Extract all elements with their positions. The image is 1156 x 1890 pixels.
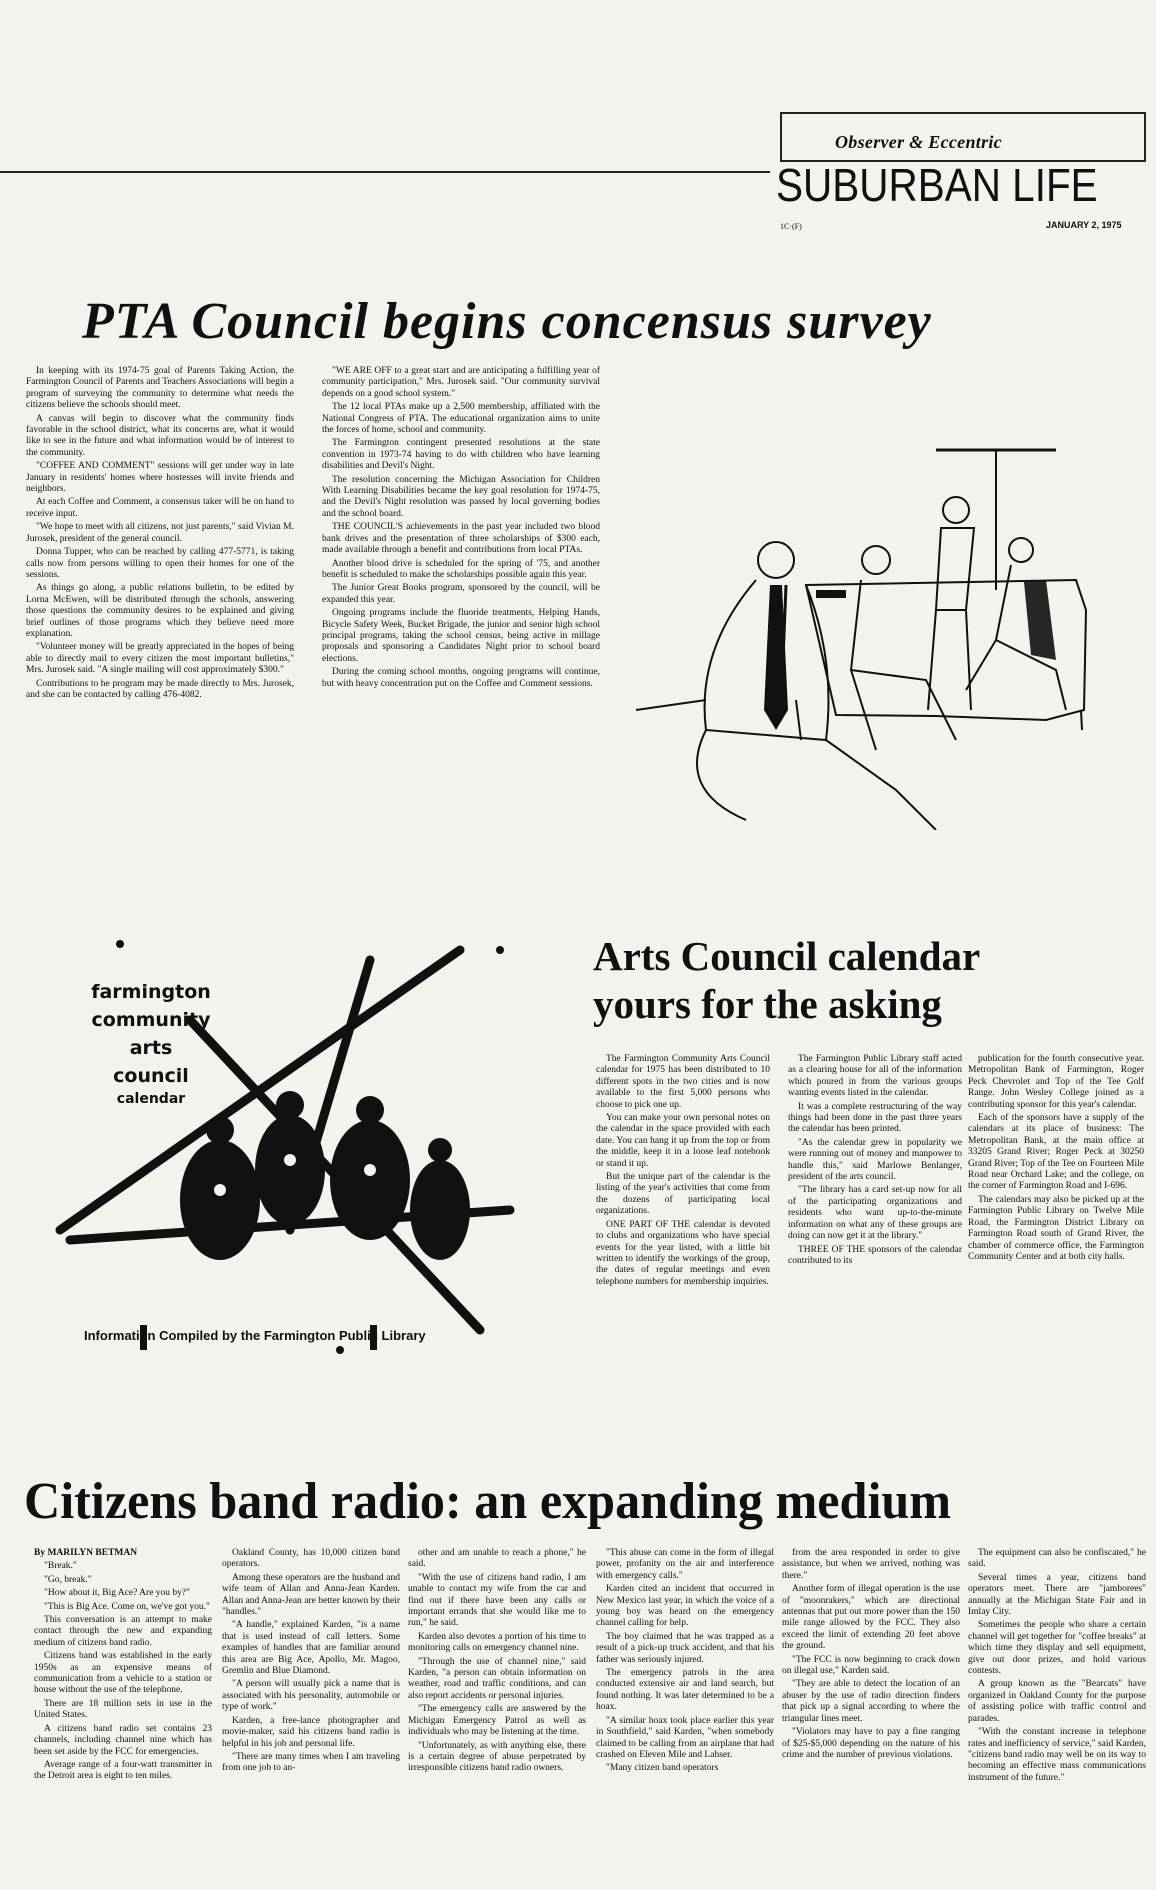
paragraph: Karden also devotes a portion of his time to monitoring calls on emergency channel nine. — [408, 1631, 586, 1654]
paragraph: "The FCC is now beginning to crack down on illegal use," Karden said. — [782, 1654, 960, 1677]
arts-column-2 — [788, 1054, 962, 1354]
paragraph: Another form of illegal operation is the use of "moonrakers," which are directional antennas that put out more power than the 150 mile range allowed by the FCC. They also exceed the limit of extending 20 feet above the ground. — [782, 1584, 960, 1652]
paragraph: THE COUNCIL'S achievements in the past year included two blood bank drives and the presentation of three scholarships of $300 each, made available through a benefit and contributions from local PTAs. — [322, 522, 600, 556]
paragraph: Ongoing programs include the fluoride treatments, Helping Hands, Bicycle Safety Week, Bucket Brigade, the junior and senior high school principal programs, taking the school census, being active in millage proposals and sponsoring a Candidates Night prior to school board elections. — [322, 608, 600, 664]
cb-column-4 — [596, 1548, 774, 1888]
pta-headline: PTA Council begins concensus survey — [82, 293, 932, 350]
paragraph: "The library has a card set-up now for all of the participating organizations and residents who want up-to-the-minute information on what any of these groups are doing can now get it at the library." — [788, 1185, 962, 1242]
section-title: SUBURBAN LIFE — [776, 159, 1098, 211]
paragraph: "Volunteer money will be greatly appreciated in the hopes of being able to directly mail to every citizen the most important bulletins," Mrs. Jurosek said. "A single mailing will cost approximately $300." — [26, 642, 294, 676]
paragraph: Oakland County, has 10,000 citizen band operators. — [222, 1548, 400, 1570]
arts-column-1 — [596, 1054, 770, 1354]
paragraph: "With the constant increase in telephone rates and inefficiency of service," said Karden, "citizens band radio may well be on its way to becoming an effective mass communications instrument of the future." — [968, 1727, 1146, 1783]
paragraph: The boy claimed that he was trapped as a result of a pick-up truck accident, and that his father was seriously injured. — [596, 1631, 774, 1665]
paragraph: "A handle," explained Karden, "is a name that is used instead of call letters. Some examples of handles that are familiar around this area are Big Ace, Apollo, Mr. Magoo, Gremlin and Blue Diamond. — [222, 1620, 400, 1677]
arts-headline-line-2: yours for the asking — [593, 981, 942, 1027]
pta-meeting-illustration — [636, 410, 1136, 830]
paragraph: "They are able to detect the location of an abuser by the use of radio direction finders that pick up a signal according to where the triangular lines meet. — [782, 1679, 960, 1724]
paragraph: "This is Big Ace. Come on, we've got you." — [44, 1601, 210, 1612]
paragraph: The emergency patrols in the area conducted extensive air and land search, but found nothing. It was later determined to be a hoax. — [596, 1668, 774, 1713]
cb-column-1-body — [34, 1561, 212, 1782]
paragraph: "There are many times when I am traveling from one job to an- — [222, 1751, 400, 1774]
paragraph: You can make your own personal notes on the calendar in the space provided with each date. You can hang it up from the top or from the middle, keep it in a loose leaf notebook or stand it up. — [596, 1113, 770, 1169]
paragraph: "Unfortunately, as with anything else, there is a certain degree of abuse perpetrated by irresponsible citizens band radio owners. — [408, 1740, 586, 1774]
paragraph: Citizens band was established in the early 1950s as an expensive means of communication from a vehicle to a station or house without the use of the telephone. — [34, 1651, 212, 1696]
paper-name: Observer & Eccentric — [835, 132, 1002, 152]
paragraph: As things go along, a public relations bulletin, to be edited by Lorna McEwen, will be distributed through the schools, answering those questions the community desires to be explained and giving brief outlines of those programs which they believe need more explanation. — [26, 583, 294, 639]
paragraph: During the coming school months, ongoing programs will continue, but with heavy concentration put on the Coffee and Comment sessions. — [322, 667, 600, 689]
paragraph: Among these operators are the husband and wife team of Allan and Anna-Jean Karden. Allan and Anna-Jean are better known by their "handles." — [222, 1572, 400, 1618]
paragraph: Karden cited an incident that occurred in New Mexico last year, in which the voice of a young boy was heard on the emergency channel calling for help. — [596, 1584, 774, 1629]
paragraph: The Farmington contingent presented resolutions at the state convention in 1973-74 having to do with children who have learning disabilities and Devil's Night. — [322, 438, 600, 472]
paragraph: publication for the fourth consecutive year. Metropolitan Bank of Farmington, Roger Peck Chevrolet and Top of the Tee Golf Range. John Wesley College joined as a contributing sponsor for this year's calendar. — [968, 1054, 1144, 1110]
paragraph: At each Coffee and Comment, a consensus taker will be on hand to receive input. — [26, 497, 294, 519]
paragraph: The Farmington Community Arts Council calendar for 1975 has been distributed to 10 different spots in the two cities and is now available to the first 5,000 persons who choose to pick one up. — [596, 1054, 770, 1110]
paragraph: "A person will usually pick a name that is associated with his personality, automobile or type of work." — [222, 1679, 400, 1713]
calendar-title-line: farmington — [91, 981, 211, 1003]
paragraph: "As the calendar grew in popularity we were running out of money and manpower to handle this," said Marlowe Benlanger, president of the arts council. — [788, 1137, 962, 1183]
paragraph: "With the use of citizens band radio, I am unable to contact my wife from the car and find out if there have been any calls or important errands that she would like me to run," he said. — [408, 1572, 586, 1629]
cb-column-3 — [408, 1548, 586, 1888]
paragraph: "WE ARE OFF to a great start and are anticipating a fulfilling year of community participation," Mrs. Jurosek said. "Our community survival depends on a good school system." — [322, 366, 600, 399]
paragraph: "Go, break." — [44, 1574, 92, 1585]
paragraph: "COFFEE AND COMMENT" sessions will get under way in late January in residents' homes where hostesses will invite friends and neighbors. — [26, 461, 294, 495]
paragraph: The 12 local PTAs make up a 2,500 membership, affiliated with the National Congress of PTA. The educational organization aims to unite the forces of home, school and community. — [322, 402, 600, 436]
paragraph: The equipment can also be confiscated," he said. — [968, 1548, 1146, 1570]
paragraph: There are 18 million sets in use in the United States. — [34, 1698, 212, 1721]
paragraph: The Farmington Public Library staff acted as a clearing house for all of the information which poured in from the various groups wanting events listed in the calendar. — [788, 1054, 962, 1099]
paragraph: "This abuse can come in the form of illegal power, profanity on the air and interference with emergency calls." — [596, 1548, 774, 1581]
paragraph: "A similar hoax took place earlier this year in Southfield," said Karden, "when somebody claimed to be calling from an airplane that had crashed on Eleven Mile and Lahser. — [596, 1715, 774, 1760]
paragraph: A canvas will begin to discover what the community finds favorable in the school district, what its concerns are, what it would like to see in the future and what information would be of interest to the community. — [26, 413, 294, 458]
edition-code: 1C·(F) — [780, 222, 802, 231]
paragraph: "Many citizen band operators — [606, 1763, 719, 1774]
paragraph: from the area responded in order to give assistance, but when we arrived, nothing was there." — [782, 1548, 960, 1581]
arts-headline — [593, 932, 980, 1028]
paragraph: This conversation is an attempt to make contact through the new and expanding medium of citizens band radio. — [34, 1615, 212, 1648]
paragraph: "Through the use of channel nine," said Karden, "a person can obtain information on weather, road and traffic conditions, and can also report accidents or personal injuries. — [408, 1656, 586, 1701]
paragraph: THREE OF THE sponsors of the calendar contributed to its — [788, 1244, 962, 1266]
cb-column-5 — [782, 1548, 960, 1888]
paragraph: other and am unable to reach a phone," he said. — [408, 1548, 586, 1570]
paragraph: "Break." — [44, 1561, 77, 1572]
masthead-rule — [0, 171, 770, 173]
paragraph: Average range of a four-watt transmitter in the Detroit area is eight to ten miles. — [34, 1759, 212, 1782]
paragraph: Several times a year, citizens band operators meet. There are "jamborees" annually at the Michigan State Fair and in Imlay City. — [968, 1572, 1146, 1618]
paragraph: The Junior Great Books program, sponsored by the council, will be expanded this year. — [322, 583, 600, 605]
paragraph: ONE PART OF THE calendar is devoted to clubs and organizations who have special events for the year listed, with a little bit written to identify the workings of the group, the dates of regular meetings and even telephone numbers for membership inquiries. — [596, 1219, 770, 1287]
calendar-caption: Information Compiled by the Farmington Public Library — [84, 1328, 426, 1343]
paragraph: The calendars may also be picked up at the Farmington Public Library on Twelve Mile Road, the Farmington District Library on Farmington Road south of Grand River, the chamber of commerce office, the Farmington Community Center and at both city halls. — [968, 1194, 1144, 1262]
arts-headline-line-1: Arts Council calendar — [593, 933, 981, 979]
issue-date: JANUARY 2, 1975 — [1046, 220, 1122, 230]
paragraph: Donna Tupper, who can be reached by calling 477-5771, is taking calls now from persons willing to open their homes for one of the sessions. — [26, 547, 294, 580]
paragraph: But the unique part of the calendar is the listing of the year's activities that come from the dozens of participating local organizations. — [596, 1172, 770, 1217]
paragraph: Sometimes the people who share a certain channel will get together for "coffee breaks" at which time they display and sell equipment, give out door prizes, and hold various contests. — [968, 1620, 1146, 1677]
cb-headline: Citizens band radio: an expanding medium — [24, 1473, 952, 1530]
paragraph: The resolution concerning the Michigan Association for Children With Learning Disabilities became the key goal resolution for 1974-75, and the Devil's Night resolution was passed by local governing bodies and the school board. — [322, 474, 600, 519]
paragraph: "The emergency calls are answered by the Michigan Emergency Patrol as well as individuals who may be listening at the time. — [408, 1704, 586, 1738]
paragraph: A citizens band radio set contains 23 channels, including channel nine which has been set aside by the FCC for emergencies. — [34, 1723, 212, 1757]
cb-byline: By MARILYN BETMAN — [34, 1548, 138, 1558]
paragraph: A group known as the "Bearcats" have organized in Oakland County for the purpose of assisting police with traffic control and parades. — [968, 1679, 1146, 1724]
calendar-cover-title — [56, 978, 246, 1108]
arts-column-3 — [968, 1054, 1144, 1354]
calendar-title-line: calendar — [116, 1091, 186, 1107]
paragraph: In keeping with its 1974-75 goal of Parents Taking Action, the Farmington Council of Parents and Teachers Associations will begin a program of surveying the community to determine what needs the citizens believe the schools should meet. — [26, 366, 294, 411]
paragraph: Another blood drive is scheduled for the spring of '75, and another benefit is scheduled to make the scholarships possible again this year. — [322, 558, 600, 580]
paragraph: "Violators may have to pay a fine ranging of $25-$5,000 depending on the nature of his crime and the number of previous violations. — [782, 1727, 960, 1760]
calendar-title-line: council — [113, 1065, 189, 1087]
paragraph: Contributions to he program may be made directly to Mrs. Jurosek, and she can be contacted by calling 476-4082. — [26, 678, 294, 700]
paragraph: Karden, a free-lance photographer and movie-maker, said his citizens band radio is helpful in his job and personal life. — [222, 1715, 400, 1749]
calendar-title-line: arts — [129, 1037, 173, 1059]
paragraph: "How about it, Big Ace? Are you by?" — [44, 1588, 191, 1599]
cb-column-2 — [222, 1548, 400, 1888]
cb-column-1 — [34, 1548, 212, 1888]
calendar-title-line: community — [91, 1009, 211, 1031]
paragraph: It was a complete restructuring of the way things had been done in the past three years the calendar has been printed. — [788, 1101, 962, 1135]
paragraph: "We hope to meet with all citizens, not just parents," said Vivian M. Jurosek, president of the general council. — [26, 522, 294, 544]
cb-column-6 — [968, 1548, 1146, 1888]
paragraph: Each of the sponsors have a supply of the calendars at its place of business: The Metropolitan Bank, at the main office at 33205 Grand River; Roger Peck at 30250 Grand River; Top of the Tee on Fourteen Mile Road near Orchard Lake; and the college, on the corner of Farmington Road and I-696. — [968, 1113, 1144, 1192]
